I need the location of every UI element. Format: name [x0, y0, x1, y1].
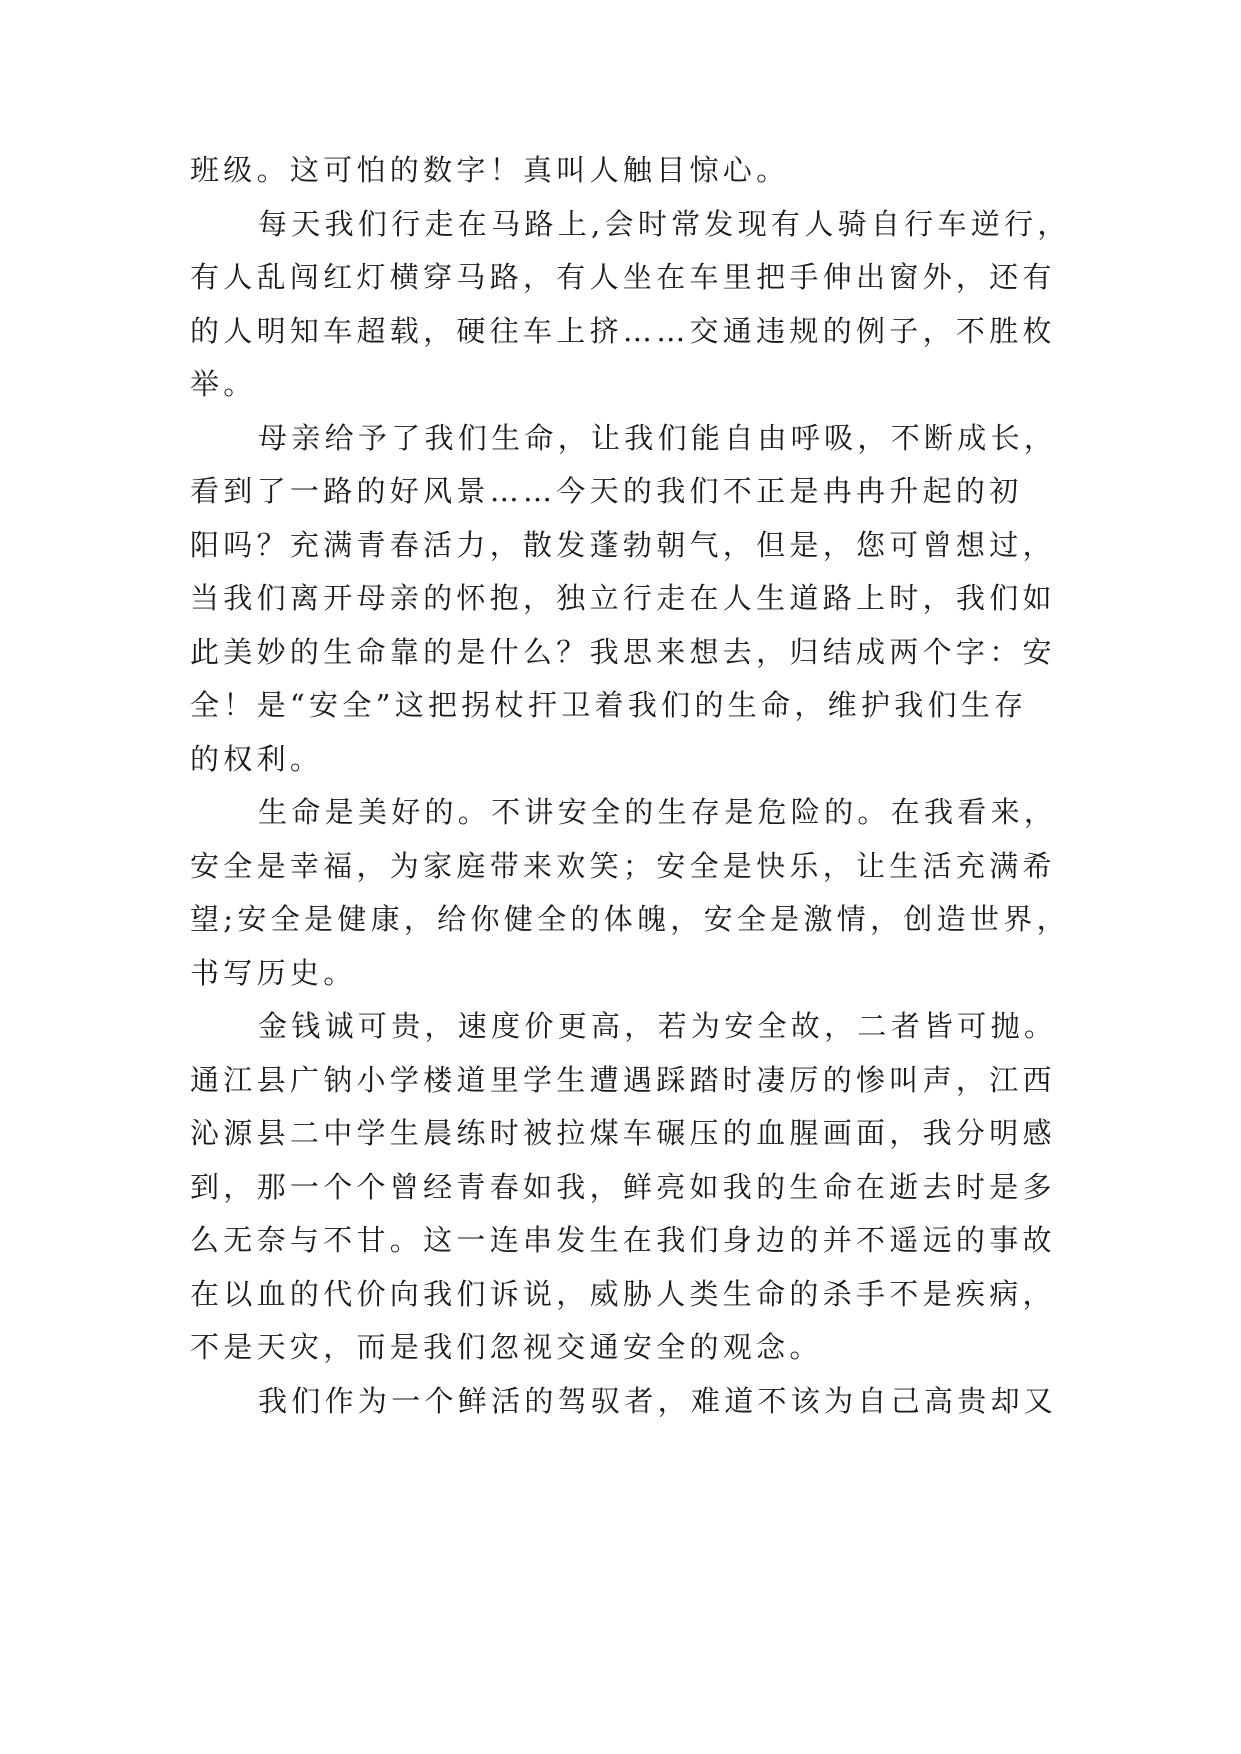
text-line: 到，那一个个曾经青春如我，鲜亮如我的生命在逝去时是多 — [190, 1170, 1056, 1204]
text-line: 看到了一路的好风景……今天的我们不正是冉冉升起的初 — [190, 474, 1023, 508]
paragraph-first-line: 我们作为一个鲜活的驾驭者，难道不该为自己高贵却又 — [258, 1384, 1058, 1418]
text-line: 举。 — [190, 367, 257, 401]
text-line: 的人明知车超载，硬往车上挤……交通违规的例子，不胜枚 — [190, 314, 1056, 348]
text-line: 望;安全是健康，给你健全的体魄，安全是激情，创造世界， — [190, 902, 1070, 936]
text-line: 班级。这可怕的数字！真叫人触目惊心。 — [190, 153, 790, 187]
paragraph-first-line: 金钱诚可贵，速度价更高，若为安全故，二者皆可抛。 — [258, 1009, 1058, 1043]
text-line: 通江县广钠小学楼道里学生遭遇踩踏时凄厉的惨叫声，江西 — [190, 1063, 1056, 1097]
text-line: 在以血的代价向我们诉说，威胁人类生命的杀手不是疾病， — [190, 1277, 1056, 1311]
paragraph-first-line: 母亲给予了我们生命，让我们能自由呼吸，不断成长， — [258, 421, 1058, 455]
text-line: 么无奈与不甘。这一连串发生在我们身边的并不遥远的事故 — [190, 1223, 1056, 1257]
paragraph-first-line: 每天我们行走在马路上,会时常发现有人骑自行车逆行， — [258, 207, 1071, 241]
text-line: 沁源县二中学生晨练时被拉煤车碾压的血腥画面，我分明感 — [190, 1116, 1056, 1150]
paragraph-first-line: 生命是美好的。不讲安全的生存是危险的。在我看来， — [258, 795, 1058, 829]
text-line: 的权利。 — [190, 742, 324, 776]
text-line: 安全是幸福，为家庭带来欢笑；安全是快乐，让生活充满希 — [190, 849, 1056, 883]
text-line: 有人乱闯红灯横穿马路，有人坐在车里把手伸出窗外，还有 — [190, 260, 1056, 294]
text-line: 全！是“安全”这把拐杖扞卫着我们的生命，维护我们生存 — [190, 688, 1028, 722]
text-line: 当我们离开母亲的怀抱，独立行走在人生道路上时，我们如 — [190, 581, 1056, 615]
text-line: 不是天灾，而是我们忽视交通安全的观念。 — [190, 1330, 823, 1364]
text-line: 书写历史。 — [190, 956, 357, 990]
text-line: 阳吗？充满青春活力，散发蓬勃朝气，但是，您可曾想过， — [190, 528, 1056, 562]
text-line: 此美妙的生命靠的是什么？我思来想去，归结成两个字：安 — [190, 635, 1056, 669]
